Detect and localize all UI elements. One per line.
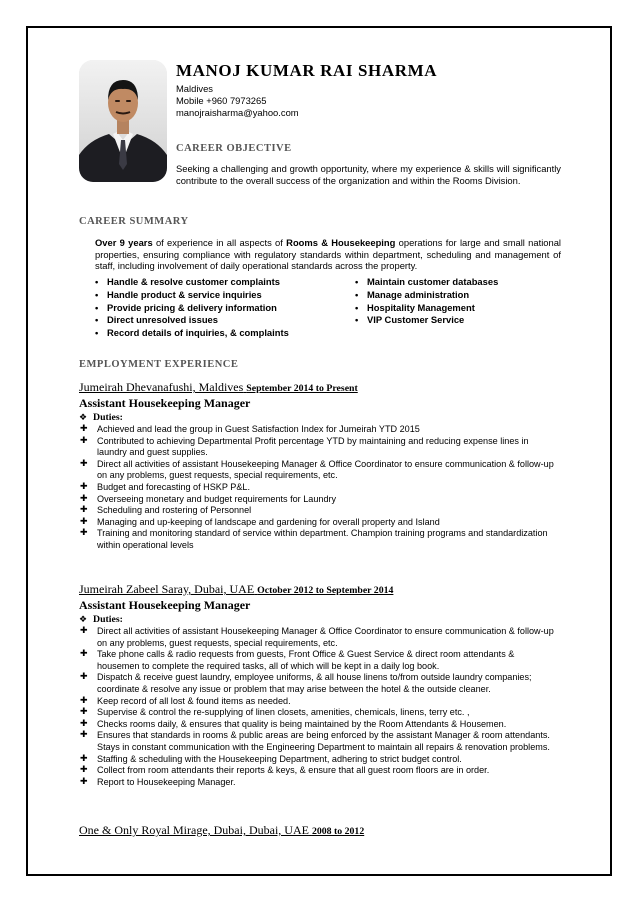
contact-mobile: Mobile +960 7973265 [176,95,267,106]
candidate-name: MANOJ KUMAR RAI SHARMA [176,61,438,80]
duty-item [80,494,558,506]
profile-photo [79,60,167,182]
cross-bullet-icon: ✚ [80,753,88,764]
skills-right-column [355,276,498,327]
duty-item [80,482,558,494]
cross-bullet-icon: ✚ [80,626,88,636]
job-3-dates: 2008 to 2012 [311,826,365,837]
cross-bullet-icon: ✚ [80,765,88,776]
duty-text: Supervise & control the re-supplying of linen closets, amenities, chemicals, linens, terry etc. , [97,707,470,718]
job-2-duties-list [80,626,558,788]
summary-text-1: of experience in all aspects of [152,237,287,248]
job-2-heading [79,582,393,597]
duty-text: Dispatch & receive guest laundry, employee uniforms, & all house linens to/from outside laundry companies; coordinate & resolve any issue or problem that may arise between the hotel & the outside cleaner. [97,672,532,694]
skill-item: • Record details of inquiries, & complaints [95,327,289,340]
duty-item [80,528,558,551]
skill-item: • Manage administration [355,289,498,302]
cross-bullet-icon: ✚ [80,695,88,706]
duty-item [80,730,558,753]
job-1-employer: Jumeirah Dhevanafushi, Maldives [79,380,244,394]
career-summary-text [95,237,561,272]
duty-item [80,436,558,459]
duty-text: Ensures that standards in rooms & public areas are being enforced by the assistant Manager & room attendants. Stays in constant communication with the Engineering Department to maintain all repairs & renovation problems. [97,730,550,752]
duty-item [80,696,558,708]
skill-item: • Hospitality Management [355,302,498,315]
summary-area: Rooms & Housekeeping [286,237,396,248]
contact-block [176,83,299,119]
cross-bullet-icon: ✚ [80,424,88,434]
duty-text: Report to Housekeeping Manager. [97,776,236,787]
duty-text: Collect from room attendants their reports & keys, & ensure that all guest room floors are in order. [97,765,490,776]
job-1-role: Assistant Housekeeping Manager [79,396,251,410]
duty-item [80,459,558,482]
cross-bullet-icon: ✚ [80,672,88,683]
cross-bullet-icon: ✚ [80,707,88,718]
diamond-bullet-icon: ❖ [79,413,88,423]
duty-item [80,505,558,517]
cross-bullet-icon: ✚ [80,505,88,516]
summary-years: Over 9 years [95,237,153,248]
cross-bullet-icon: ✚ [80,730,88,741]
duty-item [80,517,558,529]
duty-item [80,707,558,719]
duty-text: Direct all activities of assistant Housekeeping Manager & Office Coordinator to ensure communication & follow-up on any problems, guest requests, special requirements, etc. [97,458,554,481]
job-1-duties-heading [79,412,123,423]
cross-bullet-icon: ✚ [80,435,88,446]
duty-text: Take phone calls & radio requests from guests, Front Office & Guest Service & direct room attendants & housemen to complete the required tasks, all of which will be kept in a daily log book. [97,649,515,671]
job-1-duties-list [80,424,558,552]
duties-label: Duties: [93,412,123,423]
duty-text: Checks rooms daily, & ensures that quality is being maintained by the Room Attendants & Housemen. [97,718,507,729]
duty-text: Keep record of all lost & found items as needed. [97,695,291,706]
cross-bullet-icon: ✚ [80,493,88,504]
duty-text: Scheduling and rostering of Personnel [97,505,252,516]
cross-bullet-icon: ✚ [80,776,88,787]
duty-text: Managing and up-keeping of landscape and gardening for overall property and Island [97,516,440,527]
skill-item: • VIP Customer Service [355,314,498,327]
contact-location: Maldives [176,83,213,94]
cross-bullet-icon: ✚ [80,458,88,469]
skill-item: • Maintain customer databases [355,276,498,289]
cross-bullet-icon: ✚ [80,516,88,527]
duty-text: Training and monitoring standard of service within department. Champion training programs and standardization within operational levels [97,528,548,550]
duty-item [80,649,558,672]
job-3-employer: One & Only Royal Mirage, Dubai, Dubai, UAE [79,823,309,837]
career-summary-title: CAREER SUMMARY [79,216,189,227]
skill-item: • Provide pricing & delivery information [95,302,289,315]
job-1-heading [79,380,358,395]
duties-label: Duties: [93,614,123,625]
duty-item [80,719,558,731]
duty-item [80,754,558,766]
duty-item [80,765,558,777]
profile-photo-image [79,60,167,182]
duty-item [80,424,558,436]
career-objective-text: Seeking a challenging and growth opportunity, where my experience & skills will significantly contribute to the overall success of the organization and within the Rooms Division. [176,163,561,186]
duty-item [80,626,558,649]
cross-bullet-icon: ✚ [80,528,88,539]
duty-text: Achieved and lead the group in Guest Satisfaction Index for Jumeirah YTD 2015 [97,424,420,434]
job-2-employer: Jumeirah Zabeel Saray, Dubai, UAE [79,582,255,596]
job-3-heading [79,823,364,838]
duty-text: Overseeing monetary and budget requirements for Laundry [97,493,337,504]
job-2-duties-heading [79,614,123,625]
skill-item: • Direct unresolved issues [95,314,289,327]
skill-item: • Handle product & service inquiries [95,289,289,302]
skill-item: • Handle & resolve customer complaints [95,276,289,289]
cross-bullet-icon: ✚ [80,649,88,660]
job-2-dates: October 2012 to September 2014 [257,585,394,596]
job-1-dates: September 2014 to Present [246,383,358,394]
cross-bullet-icon: ✚ [80,481,88,492]
employment-title: EMPLOYMENT EXPERIENCE [79,359,239,370]
summary-text-2: operations for large and small national properties, ensuring compliance with regulatory standards within department, scheduling and management of staff, including involvement of daily operational standards across the property. [95,237,562,271]
duty-item [80,777,558,789]
job-2-role: Assistant Housekeeping Manager [79,598,251,612]
diamond-bullet-icon: ❖ [79,615,88,625]
skills-left-column [95,276,289,340]
cross-bullet-icon: ✚ [80,718,88,729]
career-objective-title: CAREER OBJECTIVE [176,143,292,154]
contact-email: manojraisharma@yahoo.com [176,107,299,118]
duty-item [80,672,558,695]
duty-text: Contributed to achieving Departmental Profit percentage YTD by maintaining and reducing expense lines in laundry and guest supplies. [97,435,529,458]
duty-text: Budget and forecasting of HSKP P&L. [97,481,251,492]
duty-text: Staffing & scheduling with the Housekeeping Department, adhering to strict budget control. [97,753,462,764]
duty-text: Direct all activities of assistant Housekeeping Manager & Office Coordinator to ensure communication & follow-up on any problems, guest requests, special requirements, etc. [97,626,554,648]
